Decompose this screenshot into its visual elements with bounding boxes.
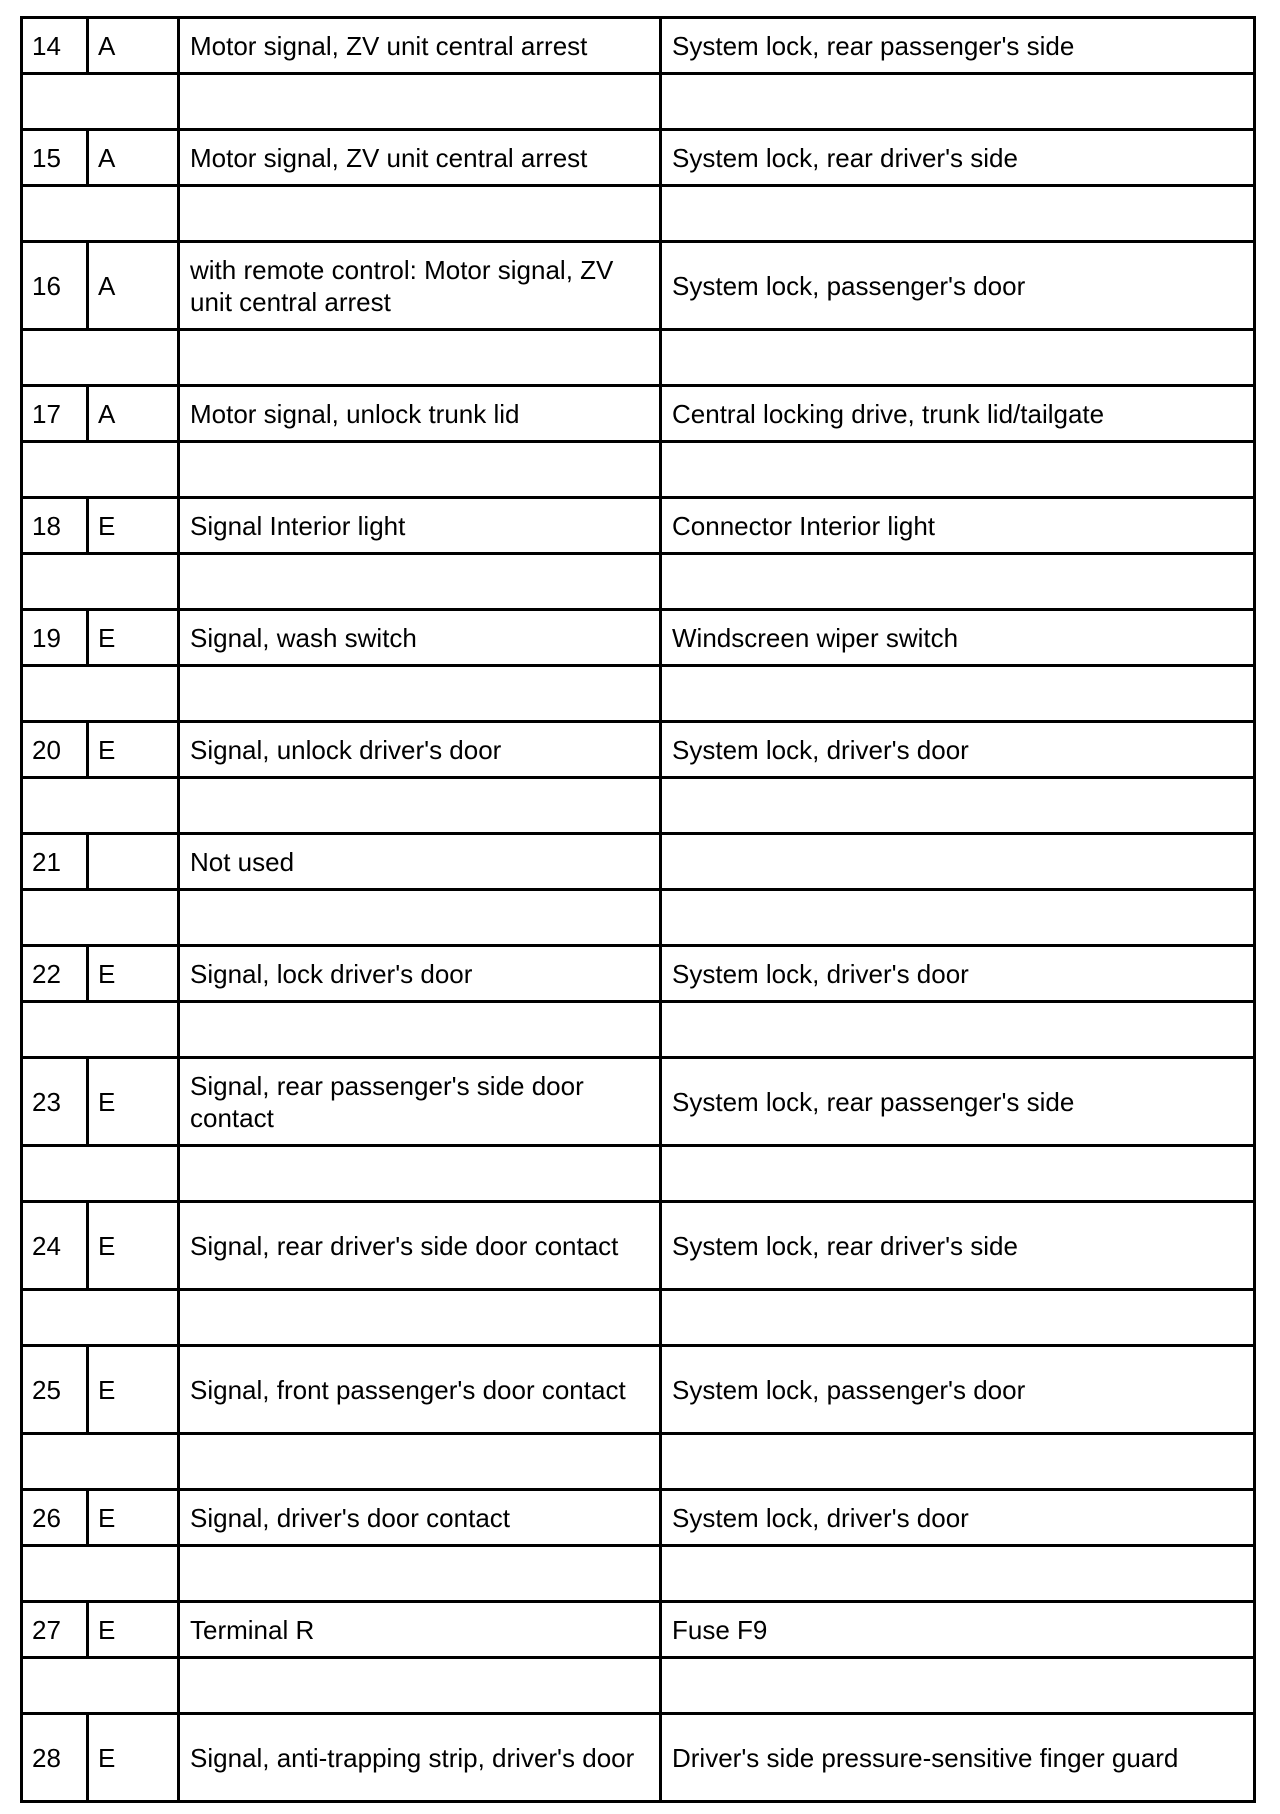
direction-cell: E <box>88 1202 179 1290</box>
table-row <box>22 610 1255 666</box>
spacer-cell <box>661 554 1255 610</box>
destination-cell: Driver's side pressure-sensitive finger guard <box>661 1714 1255 1802</box>
pin-cell: 15 <box>22 130 88 186</box>
table-row <box>22 1058 1255 1146</box>
signal-description-cell: Signal, rear driver's side door contact <box>179 1202 661 1290</box>
spacer-cell <box>661 442 1255 498</box>
spacer-cell <box>22 442 179 498</box>
spacer-cell <box>179 1658 661 1714</box>
signal-description-cell: Signal, wash switch <box>179 610 661 666</box>
signal-description-cell: Signal, anti-trapping strip, driver's door <box>179 1714 661 1802</box>
spacer-cell <box>661 330 1255 386</box>
direction-cell: E <box>88 1714 179 1802</box>
destination-cell: System lock, driver's door <box>661 722 1255 778</box>
table-spacer-row <box>22 186 1255 242</box>
spacer-cell <box>179 1290 661 1346</box>
destination-cell: System lock, passenger's door <box>661 1346 1255 1434</box>
table-row <box>22 130 1255 186</box>
spacer-cell <box>179 1146 661 1202</box>
table-row <box>22 1346 1255 1434</box>
destination-cell: System lock, rear driver's side <box>661 130 1255 186</box>
pin-cell: 27 <box>22 1602 88 1658</box>
spacer-cell <box>22 1434 179 1490</box>
destination-cell: System lock, passenger's door <box>661 242 1255 330</box>
spacer-cell <box>661 778 1255 834</box>
table-spacer-row <box>22 666 1255 722</box>
direction-cell <box>88 834 179 890</box>
table-row <box>22 386 1255 442</box>
signal-description-cell: Motor signal, unlock trunk lid <box>179 386 661 442</box>
spacer-cell <box>179 890 661 946</box>
spacer-cell <box>22 778 179 834</box>
pin-cell: 21 <box>22 834 88 890</box>
table-row <box>22 946 1255 1002</box>
table-spacer-row <box>22 778 1255 834</box>
table-spacer-row <box>22 1290 1255 1346</box>
pin-cell: 26 <box>22 1490 88 1546</box>
destination-cell: Fuse F9 <box>661 1602 1255 1658</box>
pin-cell: 16 <box>22 242 88 330</box>
table-spacer-row <box>22 890 1255 946</box>
spacer-cell <box>179 1546 661 1602</box>
signal-description-cell: Not used <box>179 834 661 890</box>
pin-cell: 25 <box>22 1346 88 1434</box>
pin-cell: 23 <box>22 1058 88 1146</box>
destination-cell <box>661 834 1255 890</box>
pin-cell: 18 <box>22 498 88 554</box>
table-body <box>22 18 1255 1802</box>
pin-cell: 19 <box>22 610 88 666</box>
spacer-cell <box>179 778 661 834</box>
table-row <box>22 722 1255 778</box>
signal-description-cell: Signal, unlock driver's door <box>179 722 661 778</box>
spacer-cell <box>661 1546 1255 1602</box>
direction-cell: E <box>88 1346 179 1434</box>
spacer-cell <box>179 1434 661 1490</box>
destination-cell: System lock, rear driver's side <box>661 1202 1255 1290</box>
table-spacer-row <box>22 1658 1255 1714</box>
destination-cell: System lock, rear passenger's side <box>661 1058 1255 1146</box>
spacer-cell <box>661 1658 1255 1714</box>
signal-description-cell: Signal, rear passenger's side door contact <box>179 1058 661 1146</box>
table-spacer-row <box>22 1434 1255 1490</box>
spacer-cell <box>661 1002 1255 1058</box>
table-row <box>22 834 1255 890</box>
spacer-cell <box>22 74 179 130</box>
table-spacer-row <box>22 1546 1255 1602</box>
direction-cell: E <box>88 946 179 1002</box>
spacer-cell <box>22 1146 179 1202</box>
pin-cell: 17 <box>22 386 88 442</box>
destination-cell: Central locking drive, trunk lid/tailgate <box>661 386 1255 442</box>
spacer-cell <box>661 890 1255 946</box>
spacer-cell <box>661 1290 1255 1346</box>
spacer-cell <box>22 1546 179 1602</box>
pin-cell: 24 <box>22 1202 88 1290</box>
direction-cell: A <box>88 386 179 442</box>
spacer-cell <box>179 186 661 242</box>
spacer-cell <box>22 554 179 610</box>
table-row <box>22 1602 1255 1658</box>
signal-description-cell: Motor signal, ZV unit central arrest <box>179 18 661 74</box>
spacer-cell <box>22 1290 179 1346</box>
direction-cell: A <box>88 242 179 330</box>
direction-cell: E <box>88 1490 179 1546</box>
spacer-cell <box>179 1002 661 1058</box>
signal-description-cell: Signal, front passenger's door contact <box>179 1346 661 1434</box>
spacer-cell <box>22 890 179 946</box>
table-row <box>22 1714 1255 1802</box>
signal-description-cell: Terminal R <box>179 1602 661 1658</box>
spacer-cell <box>661 186 1255 242</box>
table-row <box>22 242 1255 330</box>
spacer-cell <box>179 442 661 498</box>
signal-description-cell: Signal, driver's door contact <box>179 1490 661 1546</box>
spacer-cell <box>22 666 179 722</box>
pin-cell: 14 <box>22 18 88 74</box>
table-row <box>22 1202 1255 1290</box>
table-row <box>22 498 1255 554</box>
table-row <box>22 18 1255 74</box>
table-spacer-row <box>22 442 1255 498</box>
table-spacer-row <box>22 1002 1255 1058</box>
direction-cell: E <box>88 1058 179 1146</box>
spacer-cell <box>22 1658 179 1714</box>
signal-description-cell: Signal, lock driver's door <box>179 946 661 1002</box>
spacer-cell <box>179 330 661 386</box>
spacer-cell <box>661 666 1255 722</box>
spacer-cell <box>661 1434 1255 1490</box>
table-spacer-row <box>22 554 1255 610</box>
table-row <box>22 1490 1255 1546</box>
destination-cell: System lock, driver's door <box>661 1490 1255 1546</box>
spacer-cell <box>661 74 1255 130</box>
destination-cell: System lock, rear passenger's side <box>661 18 1255 74</box>
spacer-cell <box>661 1146 1255 1202</box>
table-spacer-row <box>22 74 1255 130</box>
spacer-cell <box>22 1002 179 1058</box>
direction-cell: E <box>88 498 179 554</box>
signal-description-cell: Motor signal, ZV unit central arrest <box>179 130 661 186</box>
pin-cell: 22 <box>22 946 88 1002</box>
destination-cell: Windscreen wiper switch <box>661 610 1255 666</box>
table-spacer-row <box>22 1146 1255 1202</box>
signal-description-cell: Signal Interior light <box>179 498 661 554</box>
spacer-cell <box>179 554 661 610</box>
destination-cell: System lock, driver's door <box>661 946 1255 1002</box>
signal-description-cell: with remote control: Motor signal, ZV unit central arrest <box>179 242 661 330</box>
pin-cell: 28 <box>22 1714 88 1802</box>
pin-assignment-table <box>20 16 1256 1803</box>
spacer-cell <box>22 186 179 242</box>
direction-cell: E <box>88 610 179 666</box>
spacer-cell <box>179 666 661 722</box>
direction-cell: A <box>88 130 179 186</box>
direction-cell: E <box>88 1602 179 1658</box>
direction-cell: A <box>88 18 179 74</box>
table-spacer-row <box>22 330 1255 386</box>
destination-cell: Connector Interior light <box>661 498 1255 554</box>
spacer-cell <box>22 330 179 386</box>
pin-cell: 20 <box>22 722 88 778</box>
spacer-cell <box>179 74 661 130</box>
direction-cell: E <box>88 722 179 778</box>
